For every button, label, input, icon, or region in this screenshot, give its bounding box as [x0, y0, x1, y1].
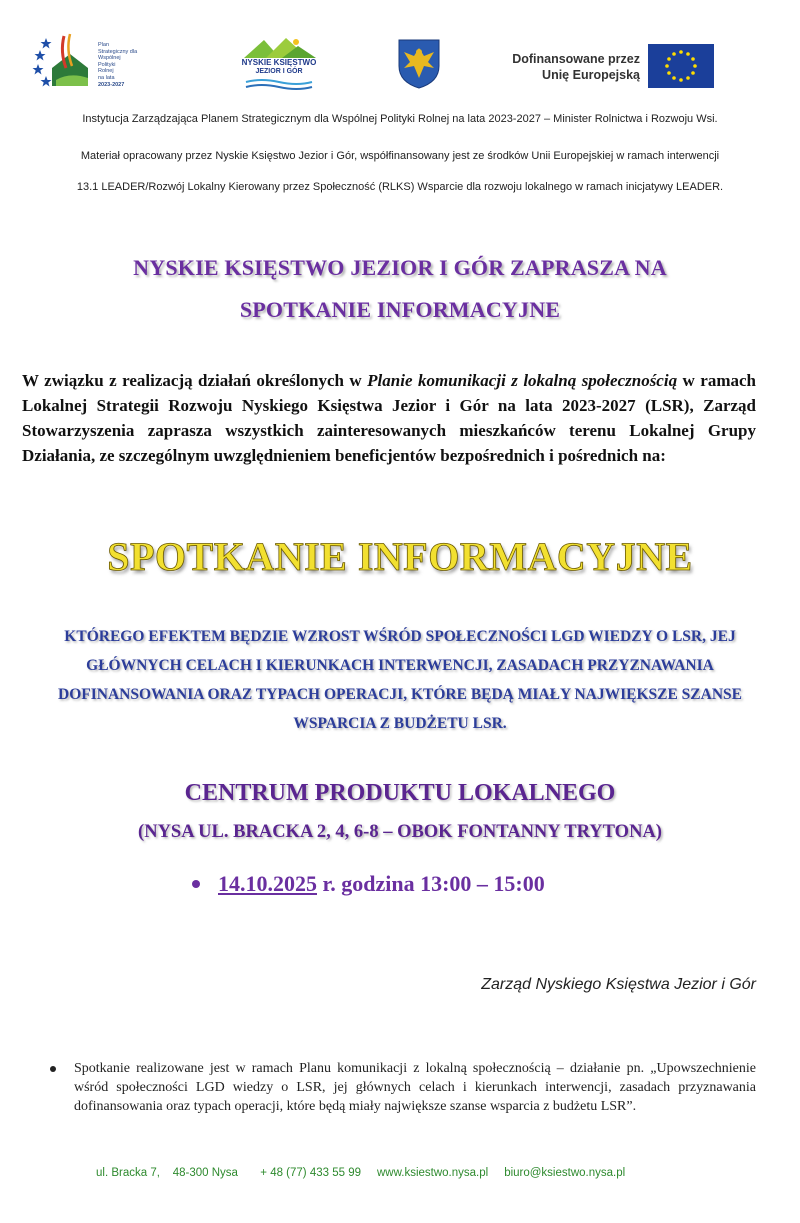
- managing-authority-note: Instytucja Zarządzająca Planem Strategicznym dla Wspólnej Polityki Rolnej na lata 2023-2027 – Minister Rolnictwa i Rozwoju Wsi.: [82, 113, 718, 125]
- page-title-line2: SPOTKANIE INFORMACYJNE: [239, 297, 561, 322]
- page-title-line1: NYSKIE KSIĘSTWO JEZIOR I GÓR ZAPRASZA NA: [133, 255, 667, 280]
- plan-strategiczny-logo: [30, 28, 160, 92]
- contact-website-link[interactable]: www.ksiestwo.nysa.pl: [376, 1167, 489, 1179]
- plan-emblem-icon: [30, 28, 98, 92]
- eu-flag-icon: [648, 44, 714, 88]
- venue-address: (NYSA UL. BRACKA 2, 4, 6-8 – OBOK FONTANNY TRYTONA): [138, 822, 662, 842]
- cofinancing-note-2: 13.1 LEADER/Rozwój Lokalny Kierowany przez Społeczność (RLKS) Wsparcie dla rozwoju lokalnego w ramach inicjatywy LEADER.: [76, 181, 724, 193]
- event-purpose: [20, 622, 780, 738]
- eu-text-line1: Dofinansowane przez: [512, 52, 640, 66]
- event-date: [192, 871, 545, 897]
- intro-paragraph: [22, 368, 756, 468]
- plan-logo-years: 2023-2027: [98, 82, 125, 88]
- purpose-line: DOFINANSOWANIA ORAZ TYPACH OPERACJI, KTÓRE BĘDĄ MIAŁY NAJWIĘKSZE SZANSE: [58, 686, 742, 703]
- event-time: r. godzina 13:00 – 15:00: [317, 871, 545, 896]
- nksjg-logo: [236, 36, 322, 94]
- contact-phone: + 48 (77) 433 55 99: [260, 1167, 361, 1179]
- waves-icon: [236, 78, 322, 92]
- intro-emphasis: Planie komunikacji z lokalną społecznością: [367, 371, 678, 390]
- signature: Zarząd Nyskiego Księstwa Jezior i Gór: [481, 976, 756, 993]
- nksjg-line1: NYSKIE KSIĘSTWO: [241, 58, 317, 67]
- event-headline: SPOTKANIE INFORMACYJNE: [107, 534, 693, 579]
- footnote-bullet-icon: [50, 1066, 56, 1072]
- plan-logo-text: Plan Strategiczny dla Wspólnej Polityki Rolnej na lata: [98, 42, 138, 81]
- purpose-line: GŁÓWNYCH CELACH I KIERUNKACH INTERWENCJI, ZASADACH PRZYZNAWANIA: [86, 657, 714, 674]
- eu-text-line2: Unię Europejską: [542, 68, 640, 82]
- bullet-icon: [192, 880, 200, 888]
- coat-of-arms-icon: [396, 38, 442, 90]
- event-date-value: 14.10.2025: [218, 871, 317, 896]
- mountains-icon: [236, 36, 322, 60]
- footnote: Spotkanie realizowane jest w ramach Planu komunikacji z lokalną społecznością – działanie pn. „Upowszechnienie wśród społeczności LGD wiedzy o LSR, jej głównych celach i kierunkach interwencji, zasadach przyznawania dofinansowania oraz typach operacji, które będą miały największe szanse wsparcia z budżetu LSR”.: [74, 1061, 756, 1114]
- intro-before: W związku z realizacją działań określonych w: [22, 371, 368, 390]
- purpose-line: WSPARCIA Z BUDŻETU LSR.: [293, 715, 507, 732]
- nksjg-line2: JEZIOR I GÓR: [255, 68, 303, 75]
- purpose-line: KTÓREGO EFEKTEM BĘDZIE WZROST WŚRÓD SPOŁECZNOŚCI LGD WIEDZY O LSR, JEJ: [64, 628, 736, 645]
- contact-email-link[interactable]: biuro@ksiestwo.nysa.pl: [504, 1167, 626, 1179]
- contact-footer: [96, 1167, 625, 1179]
- intro-after: w ramach Lokalnej Strategii Rozwoju Nyskiego Księstwa Jezior i Gór na lata 2023-2027 (LSR), Zarząd Stowarzyszenia zaprasza wszystkich zainteresowanych mieszkańców terenu Lokalnej Grupy Działania, ze szczególnym uwzględnieniem beneficjentów bezpośrednich i pośrednich na:: [22, 371, 756, 465]
- contact-address: ul. Bracka 7, 48-300 Nysa: [96, 1167, 238, 1179]
- cofinancing-note-1: Materiał opracowany przez Nyskie Księstwo Jezior i Gór, współfinansowany jest ze środków Unii Europejskiej w ramach interwencji: [80, 150, 720, 162]
- eu-cofinancing-text: [508, 51, 640, 83]
- venue-name: CENTRUM PRODUKTU LOKALNEGO: [184, 780, 616, 806]
